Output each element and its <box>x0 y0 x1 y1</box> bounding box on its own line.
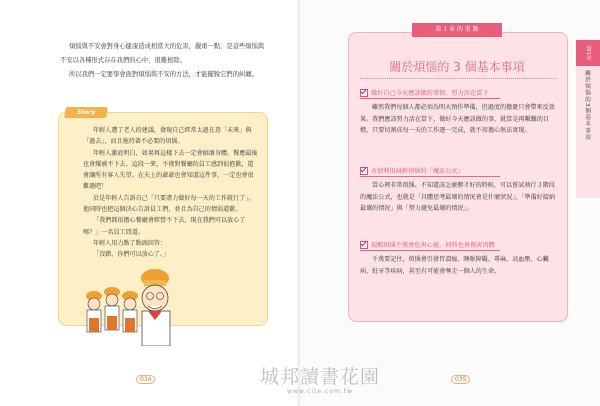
intro-paragraph-2: 所以我們一定要學會面對煩惱與不安的方法，才能擺脫它們的糾纏。 <box>69 71 258 78</box>
intro-paragraph-1: 煩惱與不安會對身心健康造成相當大的危害，嚴重一點，是這些煩惱與不安以各種形式存在我們的心中，很難根除。 <box>60 43 265 64</box>
key-point-1 <box>360 88 558 137</box>
key-point-2-heading <box>360 166 500 177</box>
key-point-2-text: 當心裡非常煩惱、不知道該怎麼辦才好的時候，可以嘗試執行３階段的魔法公式，也就是「具體思考最壞的情況會是什麼狀況」、「準備好接納最壞的情況」與「努力避免最壞的情況」。 <box>360 182 555 212</box>
chef-1-figure <box>86 291 102 332</box>
key-point-3-text: 千萬要記住，煩惱會引發胃潰瘍、睡眠障礙、蕁麻、高血壓、心臟病、蛀牙等疾病，甚至有可能會奪走一個人的生命。 <box>360 256 549 275</box>
checkbox-icon <box>360 89 368 97</box>
story-paragraph-5: 年輕人用力點了點頭回答： <box>93 239 167 247</box>
checkbox-icon <box>360 241 368 249</box>
story-tag: Story <box>64 107 108 118</box>
chef-2-figure <box>104 287 120 330</box>
key-point-3-body <box>360 254 558 277</box>
intro-text <box>60 40 270 82</box>
watermark-logo-text: 城邦讀書花園 <box>259 366 380 388</box>
key-point-2-heading-text: 善加利用減輕煩惱的「魔法公式」 <box>371 168 464 175</box>
story-paragraph-4: 「我們都很擔心餐廳會經營不下去，現在我們可以放心了嗎？」一名員工問道。 <box>83 217 246 236</box>
big-chef-figure <box>141 269 170 346</box>
checkbox-icon <box>360 167 368 175</box>
story-paragraph-6: 「沒錯，你們可以放心了。」 <box>93 251 170 259</box>
page-number-right: 035 <box>451 375 470 384</box>
story-paragraph-3: 於是年輕人告訴自己「只要盡力做好每一天的工作就行了」。他同時也把這個決心告訴員工們，並且為自己的情弱道歉。 <box>83 194 255 214</box>
chef-3-figure <box>122 291 138 332</box>
key-point-3-heading <box>360 240 500 251</box>
key-point-2 <box>360 166 558 215</box>
key-point-1-body <box>360 102 558 137</box>
chefs-illustration <box>80 258 175 346</box>
key-point-1-text: 雖然我們每個人都必須為明天預作準備，但過度的擔憂只會帶來反效果。我們應該努力活在當下，做好今天應該做的事，就算是再艱難的目標，只要切割成每一天的工作逐一完成，就不用擔心無法實現。 <box>360 104 555 134</box>
key-point-3 <box>360 240 558 277</box>
key-point-2-body <box>360 180 558 215</box>
story-paragraph-1: 年輕人遭了老人的建議，發現自己經常太過在意「未來」與「過去」，而且拖持著不必要的煩惱。 <box>83 127 252 146</box>
chapter-side-tab-title: 關於煩惱的3個基本事項 <box>584 70 590 141</box>
chapter-side-tab-number: 第1章 <box>576 40 600 66</box>
key-points-title: 關於煩惱的 3 個基本事項 <box>389 60 525 74</box>
key-point-1-heading-text: 做好自己今天應該做的事情，努力活在當下 <box>371 90 489 97</box>
key-point-3-heading-text: 提醒煩惱不僅會危害心靈，同時也會傷害肉體 <box>371 242 495 249</box>
watermark-url: www.cite.com.tw <box>287 388 353 395</box>
title-divider <box>360 78 556 79</box>
watermark <box>240 366 400 395</box>
story-paragraph-2: 年輕人激底明白，如果再這樣下去一定會搞壞身體，餐應最後也會耀被不下去。這段一來，不僅對餐廳的員工感到很抱歉，還會讓所有客人失望。在天上的爺爺也會知道這件事，一定也會很難過吧！ <box>83 149 258 191</box>
chapter-key-label: 第 1 章 的 重 點 <box>412 23 502 37</box>
key-point-1-heading <box>360 88 500 99</box>
story-text <box>83 125 258 261</box>
page-number-left: 034 <box>136 375 155 384</box>
